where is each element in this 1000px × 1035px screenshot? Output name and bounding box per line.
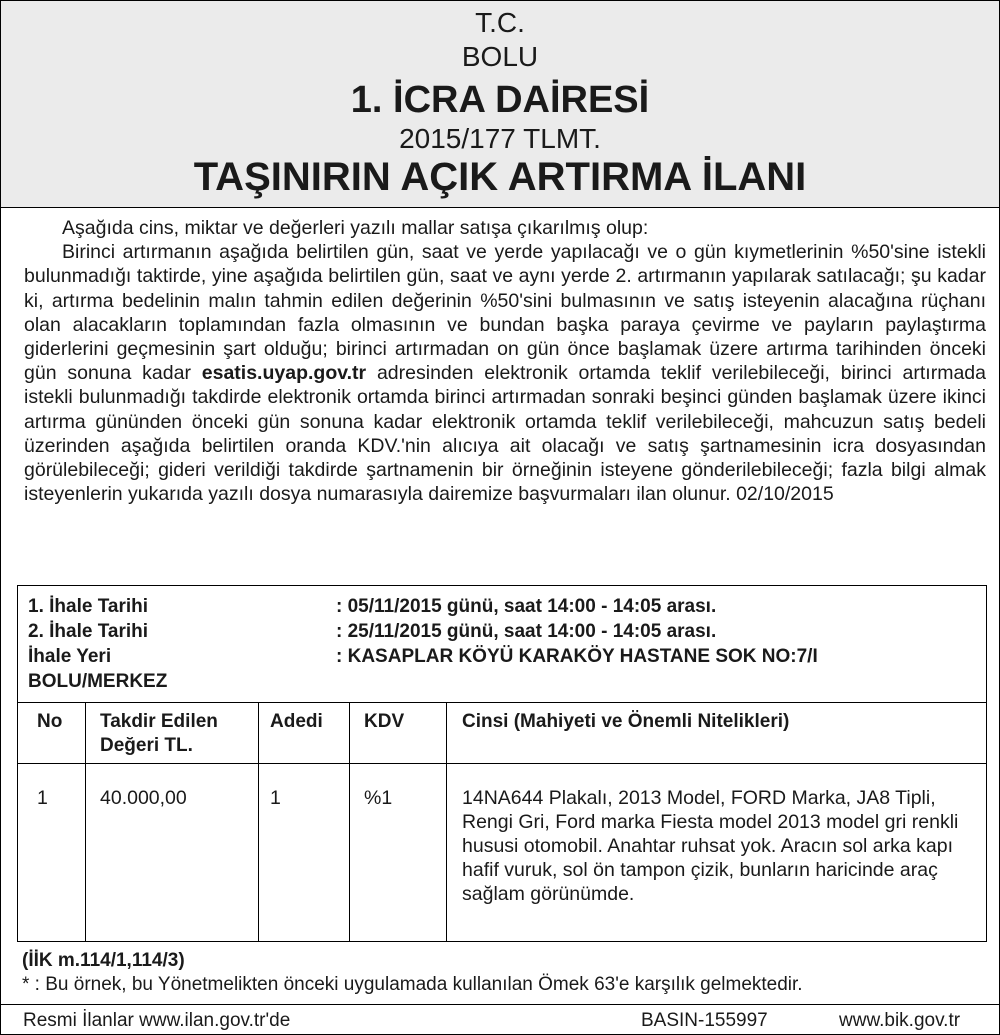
first-auction-label: 1. İhale Tarihi [28, 596, 149, 617]
td-desc: 14NA644 Plakalı, 2013 Model, FORD Marka, JA8 Tipli, Rengi Gri, Ford marka Fiesta model 2013 model gri renkli hususi otomobil. Anahtar ruhsat yok. Aracın sol arka kapı hafif vuruk, sol ön tampon çizik, bunların haricinde araç sağlam görünümde. [462, 787, 959, 905]
footnote: * : Bu örnek, bu Yönetmelikten önceki uygulamada kullanılan Ömek 63'e karşılık gelmektedir. [22, 974, 803, 995]
auction-place-continued: BOLU/MERKEZ [28, 671, 168, 692]
td-value: 40.000,00 [100, 787, 187, 809]
th-value-line1: Takdir Edilen [100, 711, 218, 732]
th-qty: Adedi [270, 711, 323, 732]
notice-footer [1, 1004, 999, 1035]
body-paragraph-2-part-a: Birinci artırmanın aşağıda belirtilen gün, saat ve yerde yapılacağı ve o gün kıymetlerinin %50'sine istekli bulunmadığı taktirde, yine aşağıda belirtilen gün, saat ve aynı yerde 2. artırmanın yapılarak satılacağı; şu kadar ki, artırma bedelinin malın tahmin edilen değerinin %50'sini bulmasının ve satış isteyenin alacağına rüçhanı olan alacakların toplamından fazla olmasının ve bundan başka paraya çevirme ve payların paylaştırma giderlerini geçmesinin şart olduğu; birinci artırmadan on gün önce başlamak üzere artırma tarihinden önceki gün sonuna kadar [24, 241, 986, 385]
auction-place-value: : KASAPLAR KÖYÜ KARAKÖY HASTANE SOK NO:7/I [336, 646, 818, 667]
table-col-divider [258, 702, 259, 941]
auction-place-label: İhale Yeri [28, 646, 112, 667]
th-no: No [37, 711, 63, 732]
header-file-number: 2015/177 TLMT. [399, 123, 601, 154]
footer-bik-link[interactable]: www.bik.gov.tr [839, 1010, 961, 1031]
second-auction-label: 2. İhale Tarihi [28, 621, 149, 642]
table-col-divider [85, 702, 86, 941]
footer-press-code: BASIN-155997 [641, 1010, 768, 1031]
table-col-divider [349, 702, 350, 941]
esatis-link[interactable]: esatis.uyap.gov.tr [201, 362, 367, 385]
footer-ilan-link[interactable]: Resmi İlanlar www.ilan.gov.tr'de [23, 1010, 291, 1031]
header-tc: T.C. [475, 7, 525, 38]
notice-header [1, 1, 999, 208]
td-qty: 1 [270, 787, 281, 809]
th-value [100, 710, 218, 758]
td-vat: %1 [364, 787, 393, 809]
second-auction-value: : 25/11/2015 günü, saat 14:00 - 14:05 arası. [336, 621, 717, 642]
items-table [17, 702, 987, 942]
table-header-divider [18, 763, 986, 764]
body-paragraph-2-part-b: adresinden elektronik ortamda teklif verilebileceği, birinci artırmada istekli bulunmadığı takdirde elektronik ortamda birinci artırmadan sonraki beşinci günden başlamak üzere ikinci artırma gününden önceki gün sonuna kadar elektronik ortamda teklif verilebileceği, mahcuzun satış bedeli üzerinden aşağıda belirtilen oranda KDV.'nin alıcıya ait olacağı ve satış şartnamesinin icra dosyasından görülebileceği; gideri verildiği takdirde şartnamenin bir örneğinin isteyene gönderilebileceği; fazla bilgi almak isteyenlerin yukarıda yazılı dosya numarasıyla dairemize başvurmaları ilan olunur. 02/10/2015 [24, 362, 986, 506]
auction-dates-box [17, 585, 987, 703]
first-auction-value: : 05/11/2015 günü, saat 14:00 - 14:05 arası. [336, 596, 717, 617]
body-paragraph-1: Aşağıda cins, miktar ve değerleri yazılı mallar satışa çıkarılmış olup: [62, 217, 649, 239]
th-desc: Cinsi (Mahiyeti ve Önemli Nitelikleri) [462, 711, 790, 732]
th-vat: KDV [364, 711, 405, 732]
th-value-line2: Değeri TL. [100, 735, 193, 756]
law-reference: (İİK m.114/1,114/3) [22, 950, 185, 971]
table-col-divider [446, 702, 447, 941]
notice-title: TAŞINIRIN AÇIK ARTIRMA İLANI [193, 155, 807, 199]
header-city: BOLU [461, 41, 539, 72]
body-paragraph-2 [24, 240, 986, 506]
notice-body [24, 216, 986, 506]
header-office: 1. İCRA DAİRESİ [350, 79, 650, 121]
td-no: 1 [37, 787, 48, 809]
